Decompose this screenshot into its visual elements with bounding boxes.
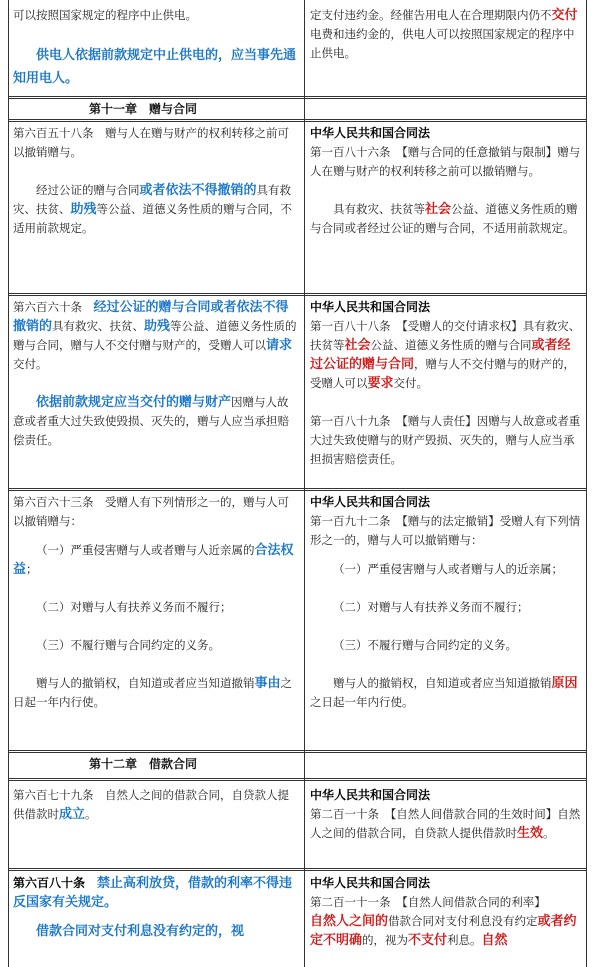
article-658: 第六百五十八条 赠与人在赠与财产的权利转移之前可以撤销赠与。 xyxy=(13,126,289,159)
row-divider xyxy=(9,868,586,871)
article-186: 第一百八十六条 【赠与合同的任意撤销与限制】赠与人在赠与财产的权利转移之前可以撤销赠与。 xyxy=(310,145,581,178)
law-heading: 中华人民共和国合同法 xyxy=(310,300,431,314)
row6-left-cell xyxy=(13,874,299,941)
row3-left-cell xyxy=(13,298,299,450)
chapter-11-header: 第十一章 赠与合同 xyxy=(89,102,198,116)
row1-right-cell xyxy=(310,6,582,63)
article-189: 第一百八十九条 【赠与人责任】因赠与人故意或者重大过失致使赠与的财产毁损、灭失的，赠与人应当承担损害赔偿责任。 xyxy=(310,414,581,466)
list-item: （一）严重侵害赠与人或者赠与人近亲属的合法权益； xyxy=(13,543,294,577)
text: 赠与人的撤销权，自知道或者应当知道撤销原因之日起一年内行使。 xyxy=(310,676,578,709)
text: 依据前款规定应当交付的赠与财产因赠与人故意或者重大过失致使毁损、灭失的，赠与人应当承担赔偿责任。 xyxy=(13,395,289,447)
row1-left-cell xyxy=(13,6,299,90)
row6-right-cell xyxy=(310,874,582,950)
row5-right-cell xyxy=(310,786,582,843)
row-divider xyxy=(9,750,586,753)
law-heading: 中华人民共和国合同法 xyxy=(310,788,431,802)
row-divider xyxy=(9,293,586,296)
law-heading: 中华人民共和国合同法 xyxy=(310,495,431,509)
text: 可以按照国家规定的程序中止供电。 xyxy=(13,8,197,22)
row4-right-cell xyxy=(310,493,582,712)
row-divider xyxy=(9,488,586,491)
article-211: 第二百一十一条 【自然人间借款合同的利率】 xyxy=(310,895,546,909)
text: 定支付违约金。经催告用电人在合理期限内仍不交付电费和违约金的，供电人可以按照国家规定的程序中止供电。 xyxy=(310,8,578,60)
text: 经过公证的赠与合同或者依法不得撤销的具有救灾、扶贫、助残等公益、道德义务性质的赠与合同，不适用前款规定。 xyxy=(13,183,293,235)
article-192: 第一百九十二条 【赠与的法定撤销】受赠人有下列情形之一的，赠与人可以撤销赠与： xyxy=(310,514,581,547)
list-item: （三）不履行赠与合同约定的义务。 xyxy=(36,638,220,652)
chapter-12-header: 第十二章 借款合同 xyxy=(89,757,198,771)
column-divider xyxy=(304,0,305,967)
article-188: 第一百八十八条 【受赠人的交付请求权】具有救灾、扶贫等社会公益、道德义务性质的赠与合同或者经过公证的赠与合同，赠与人不交付赠与的财产的，受赠人可以要求交付。 xyxy=(310,319,581,391)
highlight-text: 供电人依据前款规定中止供电的，应当事先通知用电人。 xyxy=(13,48,297,86)
row-divider xyxy=(9,96,586,99)
comparison-table xyxy=(8,0,587,967)
row-divider xyxy=(9,778,586,781)
article-210: 第二百一十条 【自然人间借款合同的生效时间】自然人之间的借款合同，自贷款人提供借款时生效。 xyxy=(310,807,581,841)
article-663: 第六百六十三条 受赠人有下列情形之一的，赠与人可以撤销赠与： xyxy=(13,495,289,528)
row2-left-cell xyxy=(13,124,299,238)
article-679: 第六百七十九条 自然人之间的借款合同，自贷款人提供借款时成立。 xyxy=(13,788,289,822)
text: 具有救灾、扶贫等社会公益、道德义务性质的赠与合同或者经过公证的赠与合同，不适用前款规定。 xyxy=(310,202,578,235)
text: 自然人之间的借款合同对支付利息没有约定或者约定不明确的，视为不支付利息。自然 xyxy=(310,914,577,948)
row-divider xyxy=(9,119,586,122)
article-660: 第六百六十条 经过公证的赠与合同或者依法不得撤销的具有救灾、扶贫、助残等公益、道德义务性质的赠与合同，赠与人不交付赠与财产的，受赠人可以请求交付。 xyxy=(13,300,297,371)
row5-left-cell xyxy=(13,786,299,824)
row4-left-cell xyxy=(13,493,299,712)
list-item: （二）对赠与人有扶养义务而不履行； xyxy=(333,600,529,614)
list-item: （二）对赠与人有扶养义务而不履行； xyxy=(36,600,232,614)
law-heading: 中华人民共和国合同法 xyxy=(310,876,431,890)
law-heading: 中华人民共和国合同法 xyxy=(310,126,431,140)
text: 借款合同对支付利息没有约定的，视 xyxy=(36,924,245,939)
row3-right-cell xyxy=(310,298,582,469)
text: 赠与人的撤销权，自知道或者应当知道撤销事由之日起一年内行使。 xyxy=(13,676,293,709)
list-item: （一）严重侵害赠与人或者赠与人的近亲属； xyxy=(333,562,563,576)
list-item: （三）不履行赠与合同约定的义务。 xyxy=(333,638,517,652)
article-680: 第六百八十条 禁止高利放贷，借款的利率不得违反国家有关规定。 xyxy=(13,876,293,910)
row2-right-cell xyxy=(310,124,582,238)
